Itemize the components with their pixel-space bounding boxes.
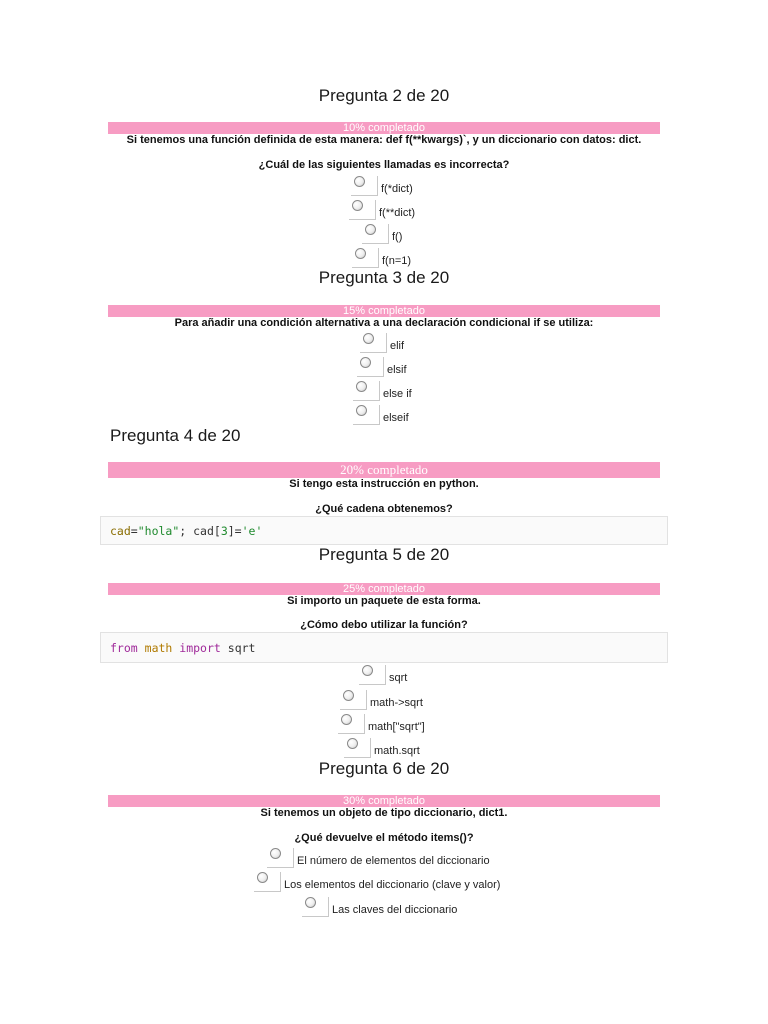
code-token: sqrt: [227, 641, 256, 655]
radio-button[interactable]: [357, 357, 384, 377]
q4-text: Si tengo esta instrucción en python.: [289, 478, 479, 490]
radio-button[interactable]: [359, 665, 386, 685]
radio-button[interactable]: [362, 224, 389, 244]
q4-progress-bar: 20% completado: [108, 462, 660, 478]
q6-text: Si tenemos un objeto de tipo diccionario, dict1.: [260, 807, 508, 819]
radio-button[interactable]: [353, 405, 380, 425]
code-token: "hola": [137, 524, 180, 538]
radio-button[interactable]: [302, 897, 329, 917]
code-token: 'e': [241, 524, 263, 538]
option-label: f(**dict): [379, 207, 416, 219]
q4-question: ¿Qué cadena obtenemos?: [315, 503, 453, 515]
q5-progress-bar: 25% completado: [108, 583, 660, 595]
radio-button[interactable]: [267, 848, 294, 868]
code-token: from: [110, 641, 138, 655]
code-token: import: [179, 641, 221, 655]
option-label: math->sqrt: [370, 697, 423, 709]
option-label: f(): [392, 231, 403, 243]
radio-button[interactable]: [338, 714, 365, 734]
q6-question: ¿Qué devuelve el método items()?: [294, 832, 474, 844]
q5-title: Pregunta 5 de 20: [318, 545, 450, 564]
q6-title: Pregunta 6 de 20: [318, 759, 450, 778]
code-token: cad: [110, 524, 131, 538]
radio-button[interactable]: [254, 872, 281, 892]
radio-button[interactable]: [340, 690, 367, 710]
option-label: f(*dict): [381, 183, 413, 195]
option-label: El número de elementos del diccionario: [297, 855, 490, 867]
option-label: f(n=1): [382, 255, 412, 267]
code-token: math: [144, 641, 173, 655]
radio-button[interactable]: [351, 176, 378, 196]
option-label: elseif: [383, 412, 409, 424]
q2-title: Pregunta 2 de 20: [318, 86, 450, 105]
radio-button[interactable]: [344, 738, 371, 758]
radio-button[interactable]: [352, 248, 379, 268]
option-label: math["sqrt"]: [368, 721, 425, 733]
q2-progress-bar: 10% completado: [108, 122, 660, 134]
q4-title: Pregunta 4 de 20: [110, 426, 241, 445]
option-label: else if: [383, 388, 412, 400]
code-token: =: [130, 524, 138, 538]
code-token: ]=: [227, 524, 242, 538]
q4-code-block: [100, 516, 668, 545]
option-label: Las claves del diccionario: [332, 904, 458, 916]
q5-question: ¿Cómo debo utilizar la función?: [300, 619, 468, 631]
q5-text: Si importo un paquete de esta forma.: [287, 595, 481, 607]
radio-button[interactable]: [353, 381, 380, 401]
q2-text: Si tenemos una función definida de esta manera: def f(**kwargs)`, y un diccionario con datos: dict.: [126, 134, 642, 146]
q5-code-block: [100, 632, 668, 663]
option-label: math.sqrt: [374, 745, 420, 757]
radio-button[interactable]: [360, 333, 387, 353]
q2-question: ¿Cuál de las siguientes llamadas es incorrecta?: [258, 159, 510, 171]
option-label: sqrt: [389, 672, 408, 684]
option-label: elsif: [387, 364, 407, 376]
q3-title: Pregunta 3 de 20: [318, 268, 450, 287]
code-token: 3: [220, 524, 228, 538]
option-label: elif: [390, 340, 405, 352]
q6-progress-bar: 30% completado: [108, 795, 660, 807]
option-label: Los elementos del diccionario (clave y valor): [284, 879, 501, 891]
code-token: ; cad[: [179, 524, 221, 538]
q3-text: Para añadir una condición alternativa a una declaración condicional if se utiliza:: [174, 317, 594, 329]
radio-button[interactable]: [349, 200, 376, 220]
q3-progress-bar: 15% completado: [108, 305, 660, 317]
